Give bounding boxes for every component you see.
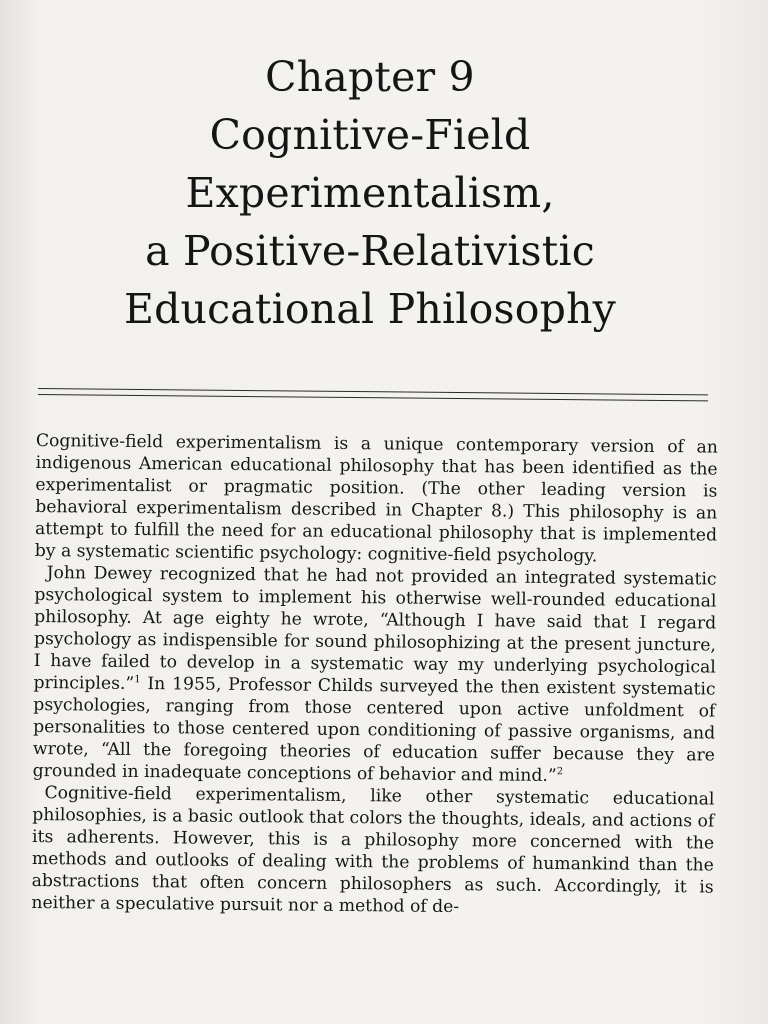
footnote-marker-2: 2 <box>556 766 564 778</box>
footnote-marker-1: 1 <box>134 674 141 686</box>
chapter-heading <box>60 48 680 338</box>
body-text <box>31 430 718 921</box>
chapter-title-line-1: Cognitive-Field <box>209 111 531 159</box>
paragraph-3: Cognitive-field experimentalism, like other systematic educational philosophies, is a basic outlook that colors the thoughts, ideals, and actions of its adherents. However, this is a philosophy more concerned with the methods and outlooks of dealing with the problems of humankind than the abstractions that often concern philosophers as such. Accordingly, it is neither a speculative pursuit nor a method of de- <box>31 783 715 918</box>
paragraph-2-part-a: John Dewey recognized that he had not provided an integrated systematic psychological system to implement his otherwise well-rounded educational philosophy. At age eighty he wrote, “Although I have said that I regard psychology as indispensible for sound philosophizing at the present juncture, I have failed to develop in a systematic way my underlying psychological principles.” <box>33 563 717 694</box>
chapter-label: Chapter 9 <box>265 53 475 101</box>
heading-divider-bottom <box>38 394 708 401</box>
chapter-title-line-4: Educational Philosophy <box>123 285 617 333</box>
paragraph-2-part-b: In 1955, Professor Childs surveyed the then existent systematic psychologies, ranging from those centered upon active unfoldment of personalities to those centered upon conditioning of passive organisms, and wrote, “All the foregoing theories of education suffer because they are grounded in inadequate conceptions of behavior and mind.” <box>32 674 716 787</box>
paragraph-1: Cognitive-field experimentalism is a unique contemporary version of an indigenous American educational philosophy that has been identified as the experimentalist or pragmatic position. (The other leading version is behavioral experimentalism described in Chapter 8.) This philosophy is an attempt to fulfill the need for an educational philosophy that is implemented by a systematic scientific psychology: cognitive-field psychology. <box>34 430 718 567</box>
paragraph-2 <box>33 562 717 789</box>
chapter-title-line-2: Experimentalism, <box>185 169 555 217</box>
chapter-title-line-3: a Positive-Relativistic <box>145 227 595 275</box>
